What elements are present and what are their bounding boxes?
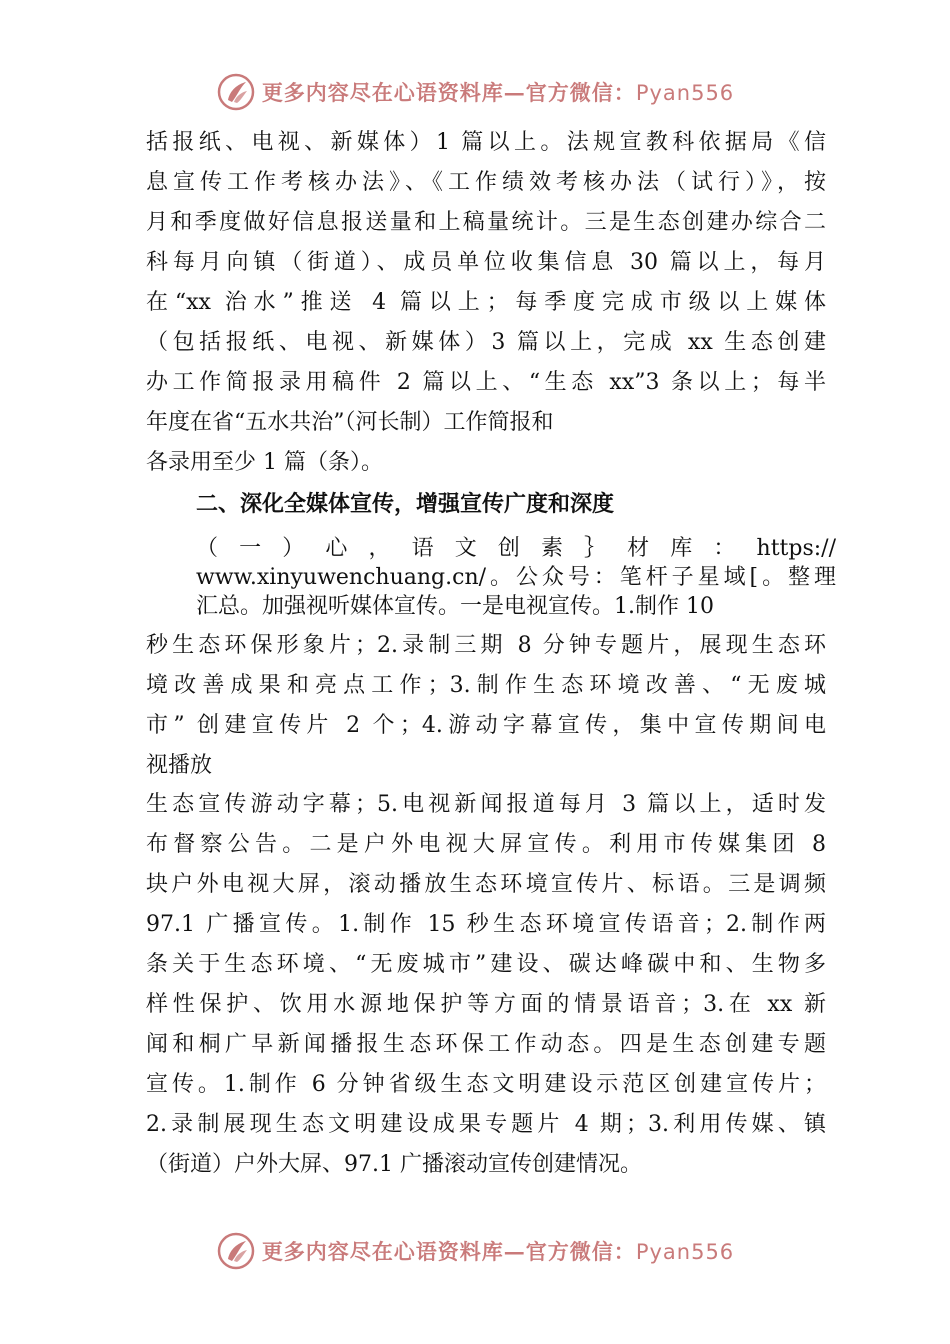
text-line: 97.1 广播宣传。1.制作 15 秒生态环境宣传语音；2.制作两 [146, 912, 826, 937]
text-line: （街道）户外大屏、97.1 广播滚动宣传创建情况。 [146, 1152, 642, 1177]
text-line: 市” 创建宣传片 2 个；4.游动字幕宣传，集中宣传期间电 [146, 713, 826, 738]
watermark-banner-bottom [0, 1229, 950, 1273]
text-line: 秒生态环保形象片；2.录制三期 8 分钟专题片，展现生态环 [146, 633, 826, 658]
text-line: 样性保护、饮用水源地保护等方面的情景语音；3.在 xx 新 [146, 992, 826, 1017]
text-line: 布督察公告。二是户外电视大屏宣传。利用市传媒集团 8 [146, 832, 826, 857]
text-line: 块户外电视大屏，滚动播放生态环境宣传片、标语。三是调频 [146, 872, 826, 897]
flame-swirl-logo-icon [216, 1231, 256, 1271]
watermark-text: 更多内容尽在心语资料库—官方微信：Pyan556 [261, 80, 735, 105]
text-line: （ 一 ） 心 ， 语 文 创 素 ｝ 材 库 ： https:// [196, 536, 836, 561]
watermark-text: 更多内容尽在心语资料库—官方微信：Pyan556 [261, 1239, 735, 1264]
text-line: 年度在省“五水共治”（河长制）工作简报和 [146, 410, 554, 435]
text-line: 科每月向镇（街道）、成员单位收集信息 30 篇以上，每月 [146, 250, 826, 275]
text-line: 汇总。加强视听媒体宣传。一是电视宣传。1.制作 10 [196, 594, 714, 619]
text-line: 括报纸、电视、新媒体）1 篇以上。法规宣教科依据局《信 [146, 130, 826, 155]
flame-swirl-logo-icon [216, 72, 256, 112]
text-line: 在“xx 治水”推送 4 篇以上；每季度完成市级以上媒体 [146, 290, 826, 315]
text-line: 月和季度做好信息报送量和上稿量统计。三是生态创建办综合二 [146, 210, 826, 235]
text-line: 宣传。1.制作 6 分钟省级生态文明建设示范区创建宣传片； [146, 1072, 826, 1097]
watermark-banner-top [0, 70, 950, 114]
text-line: 生态宣传游动字幕；5.电视新闻报道每月 3 篇以上，适时发 [146, 792, 826, 817]
section-heading: 二、深化全媒体宣传，增强宣传广度和深度 [196, 492, 615, 517]
text-line: 闻和桐广早新闻播报生态环保工作动态。四是生态创建专题 [146, 1032, 826, 1057]
text-line: 各录用至少 1 篇（条）。 [146, 450, 383, 475]
text-line: 境改善成果和亮点工作；3.制作生态环境改善、“无废城 [146, 673, 826, 698]
text-line: 视播放 [146, 753, 213, 778]
text-line: （包括报纸、电视、新媒体）3 篇以上，完成 xx 生态创建 [146, 330, 826, 355]
text-line: 2.录制展现生态文明建设成果专题片 4 期；3.利用传媒、镇 [146, 1112, 826, 1137]
text-line: www.xinyuwenchuang.cn/。公众号：笔杆子星域[。整理 [196, 565, 836, 590]
text-line: 息宣传工作考核办法》、《工作绩效考核办法（试行）》，按 [146, 170, 826, 195]
text-line: 办工作简报录用稿件 2 篇以上、“生态 xx”3 条以上；每半 [146, 370, 826, 395]
text-line: 条关于生态环境、“无废城市”建设、碳达峰碳中和、生物多 [146, 952, 826, 977]
